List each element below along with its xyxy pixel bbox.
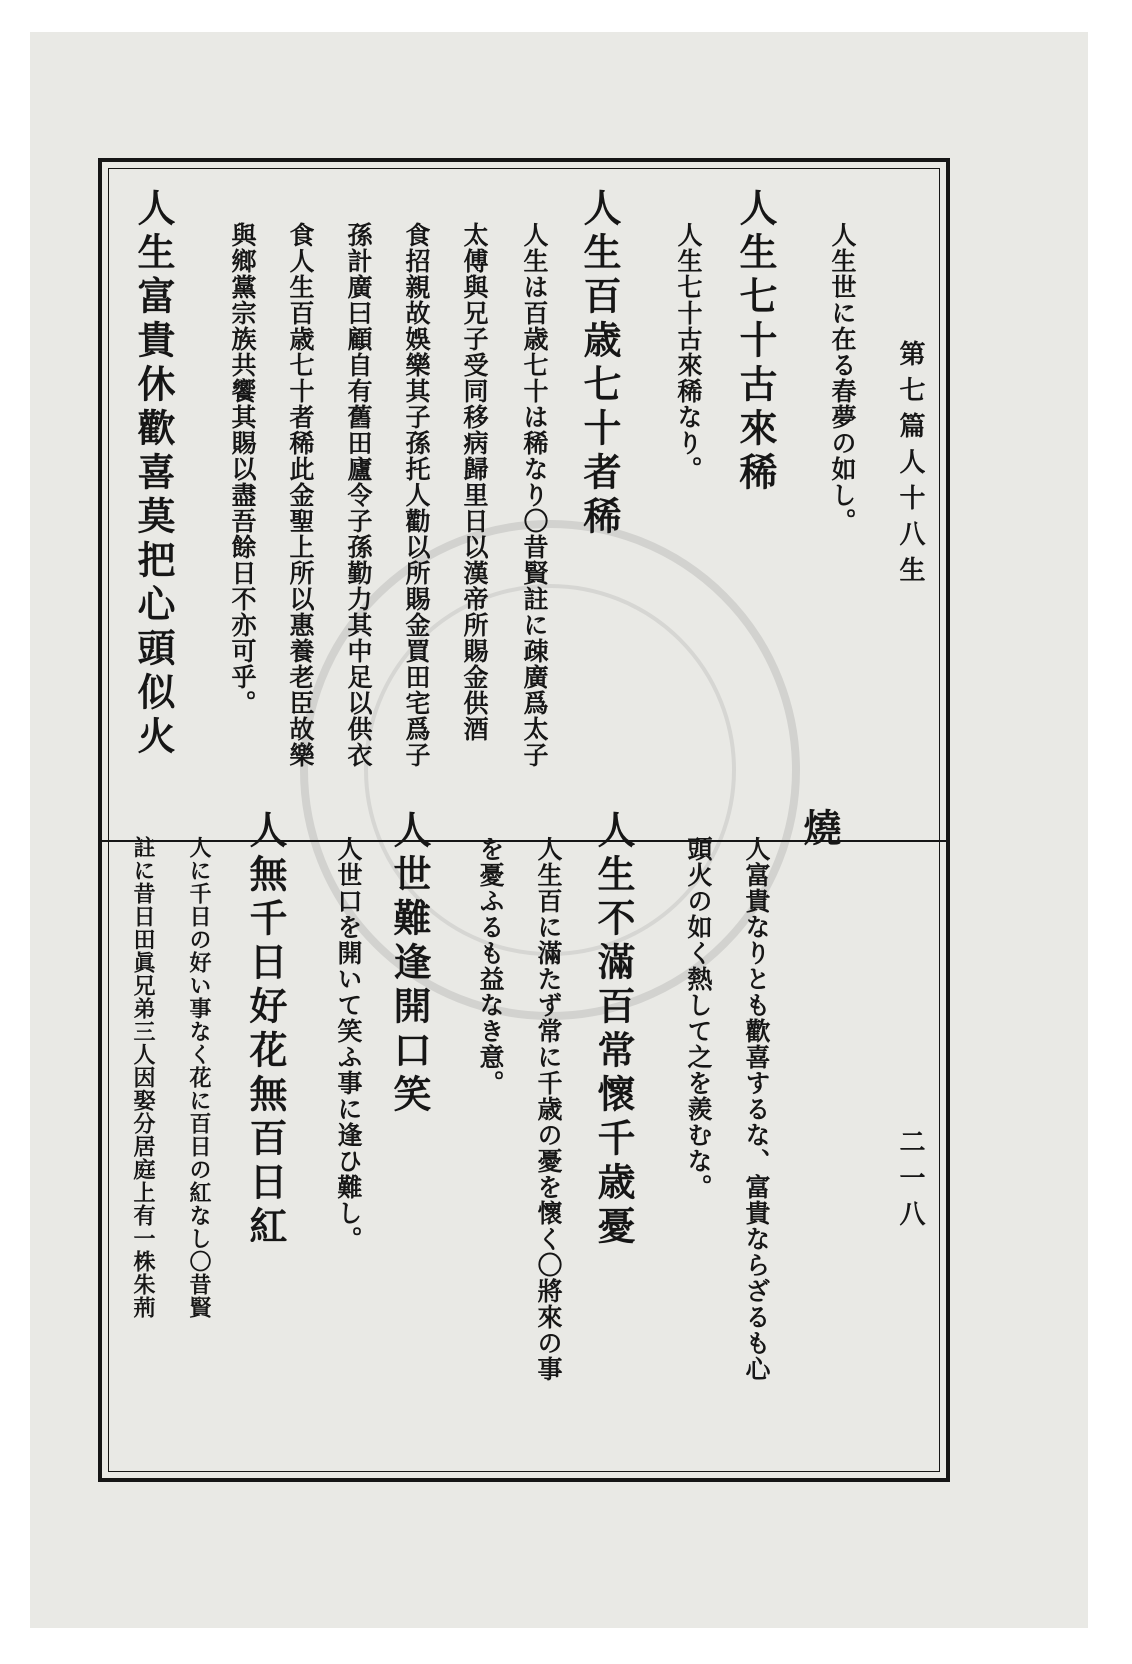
lower-col-1b: 人富貴なりとも歡喜するな、富貴ならざるも心 <box>742 836 771 1382</box>
upper-col-1: 人生世に在る春夢の如し。 <box>828 222 857 534</box>
lower-col-4: 人生百に滿たず常に千歳の憂を懷く〇將來の事 <box>534 836 563 1382</box>
upper-col-6: 太傅與兄子受同移病歸里日以漢帝所賜金供酒 <box>460 222 489 742</box>
upper-col-8: 孫計廣曰顧自有舊田廬令子孫勤力其中足以供衣 <box>344 222 373 768</box>
upper-col-10: 與鄉黨宗族共饗其賜以盡吾餘日不亦可乎。 <box>228 222 257 716</box>
lower-col-6: 人世難逢開口笑 <box>387 810 432 1118</box>
lower-col-8: 人無千日好花無百日紅 <box>243 810 288 1250</box>
lower-col-9: 人に千日の好い事なく花に百日の紅なし〇昔賢 <box>186 836 212 1319</box>
page-number: 二一八 <box>895 1128 925 1236</box>
lower-col-7: 人世口を開いて笑ふ事に逢ひ難し。 <box>334 836 363 1252</box>
upper-col-7: 食招親故娛樂其子孫托人勸以所賜金買田宅爲子 <box>402 222 431 768</box>
upper-col-3: 人生七十古來稀なり。 <box>674 222 703 482</box>
lower-col-10: 註に昔日田眞兄弟三人因娶分居庭上有一株朱荊 <box>130 836 156 1319</box>
chapter-heading: 第七篇人十八生 <box>895 340 925 592</box>
lower-col-3: 人生不滿百常懷千歳憂 <box>591 810 636 1250</box>
lower-col-5: を憂ふるも益なき意。 <box>476 836 505 1096</box>
upper-col-11: 人生富貴休歡喜莫把心頭似火 <box>131 188 176 760</box>
upper-col-9: 食人生百歳七十者稀此金聖上所以惠養老臣故樂 <box>286 222 315 768</box>
upper-col-2: 人生七十古來稀 <box>733 188 778 496</box>
lower-col-2: 頭火の如く熱して之を羨むな。 <box>684 836 713 1200</box>
lower-col-1a: 燒 <box>797 808 842 852</box>
upper-col-5: 人生は百歳七十は稀なり〇昔賢註に疎廣爲太子 <box>520 222 549 768</box>
upper-col-4: 人生百歳七十者稀 <box>577 188 622 540</box>
